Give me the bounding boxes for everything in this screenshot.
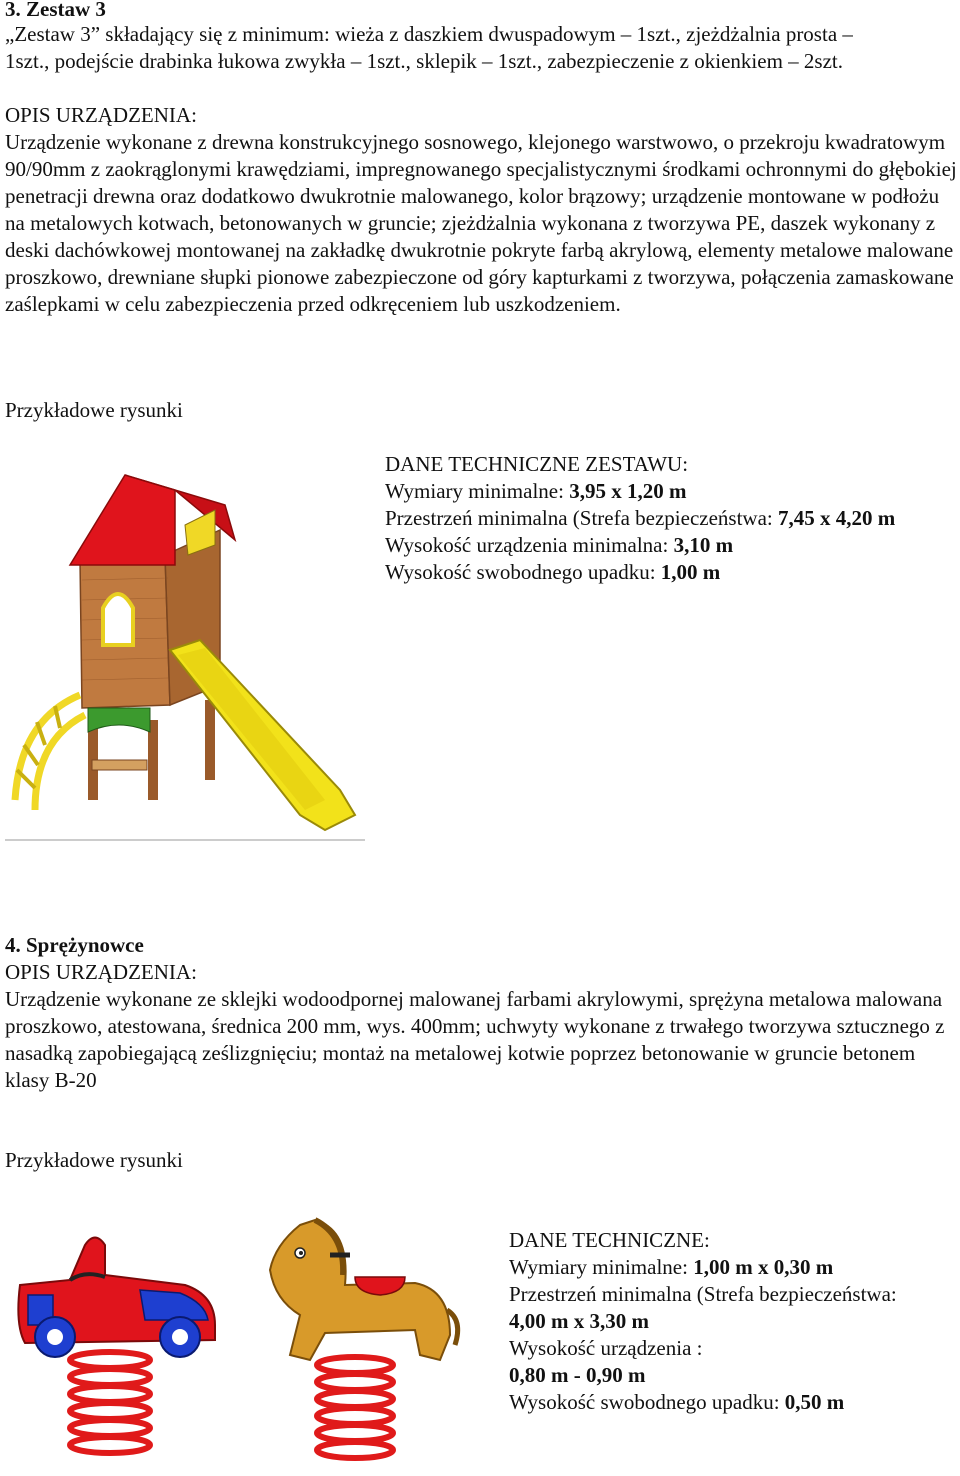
tech-title: DANE TECHNICZNE:: [509, 1228, 710, 1252]
tech-safety-space-value: 4,00 m x 3,30 m: [509, 1309, 649, 1333]
horse-spring-rider-illustration: [255, 1215, 465, 1470]
section4-drawings-label: Przykładowe rysunki: [5, 1148, 183, 1172]
section3-heading: 3. Zestaw 3: [5, 0, 106, 21]
tech-title: DANE TECHNICZNE ZESTAWU:: [385, 452, 689, 476]
tech-dimensions: Wymiary minimalne: 3,95 x 1,20 m: [385, 479, 687, 503]
tech-fall-height: Wysokość swobodnego upadku: 1,00 m: [385, 560, 721, 584]
tech-height-value: 0,80 m - 0,90 m: [509, 1363, 646, 1387]
section4-description: Urządzenie wykonane ze sklejki wodoodpornej malowanej farbami akrylowymi, sprężyna metalowa malowana proszkowo, atestowana, średnica 200 mm, wys. 400mm; uchwyty wykonane z trwałego tworzywa sztucznego z nasadką zapobiegającą ześlizgnięciu; montaż na metalowej kotwie poprzez betonowanie w gruncie betonem klasy B-20: [5, 987, 945, 1092]
section4-tech-data: [509, 1227, 897, 1416]
car-spring-rider-illustration: [10, 1225, 230, 1470]
tech-safety-space-label: Przestrzeń minimalna (Strefa bezpieczeństwa:: [509, 1282, 897, 1306]
tech-fall-height: Wysokość swobodnego upadku: 0,50 m: [509, 1390, 845, 1414]
section4-heading: 4. Sprężynowce: [5, 933, 144, 957]
tech-dimensions: Wymiary minimalne: 1,00 m x 0,30 m: [509, 1255, 834, 1279]
section3-tech-data: [385, 451, 895, 586]
tech-safety-space: Przestrzeń minimalna (Strefa bezpieczeństwa: 7,45 x 4,20 m: [385, 506, 896, 530]
section4-desc-label: OPIS URZĄDZENIA:: [5, 960, 197, 984]
playground-set-illustration: [0, 470, 370, 850]
section3-intro: „Zestaw 3” składający się z minimum: wieża z daszkiem dwuspadowym – 1szt., zjeżdżalnia prosta – 1szt., podejście drabinka łukowa zwykła – 1szt., sklepik – 1szt., zabezpieczenie z okienkiem – 2szt.: [5, 22, 853, 73]
tech-height-label: Wysokość urządzenia :: [509, 1336, 703, 1360]
section3-description: Urządzenie wykonane z drewna konstrukcyjnego sosnowego, klejonego warstwowo, o przekroju kwadratowym 90/90mm z zaokrąglonymi krawędziami, impregnowanego specjalistycznymi środkami ochronnymi do głębokiej penetracji drewna oraz dodatkowo dwukrotnie malowanego, kolor brązowy; urządzenie montowane w podłożu na metalowych kotwach, betonowanych w gruncie; zjeżdżalnia wykonana z tworzywa PE, daszek wykonany z deski dachówkowej montowanej na zakładkę dwukrotnie pokryte farbą akrylową, elementy metalowe malowane proszkowo, drewniane słupki pionowe zabezpieczone od góry kapturkami z tworzywa, połączenia zamaskowane zaślepkami w celu zabezpieczenia przed odkręceniem lub uszkodzeniem.: [5, 130, 957, 316]
tech-height: Wysokość urządzenia minimalna: 3,10 m: [385, 533, 734, 557]
section3-desc-label: OPIS URZĄDZENIA:: [5, 103, 197, 127]
section3-drawings-label: Przykładowe rysunki: [5, 398, 183, 422]
